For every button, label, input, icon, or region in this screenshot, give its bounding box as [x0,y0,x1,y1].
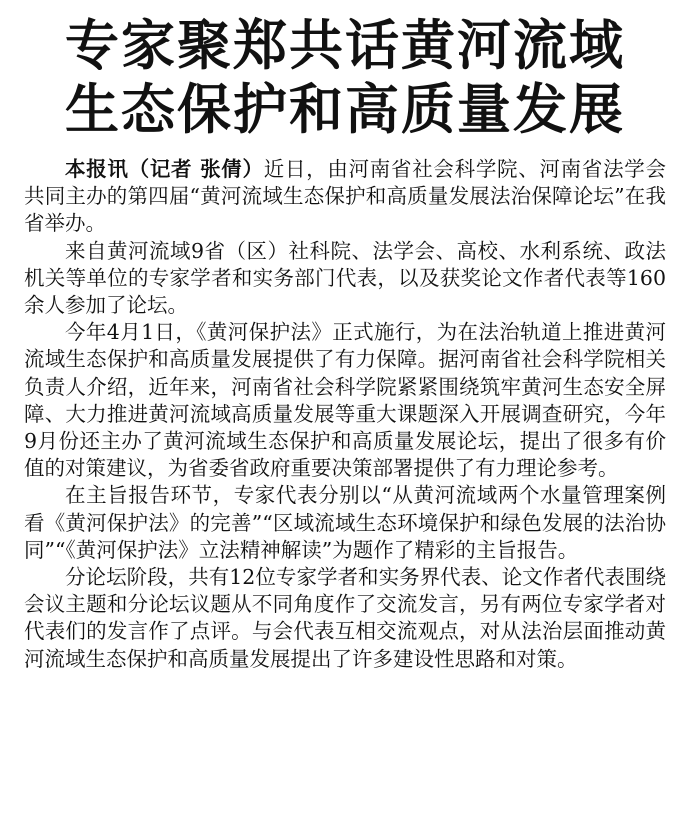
paragraph-2: 来自黄河流域9省（区）社科院、法学会、高校、水利系统、政法机关等单位的专家学者和实务部门代表，以及获奖论文作者代表等160余人参加了论坛。 [24,238,666,318]
article-body [24,156,666,673]
headline-line-1: 专家聚郑共话黄河流域 [65,14,625,77]
headline-line-2: 生态保护和高质量发展 [65,78,625,141]
byline: 本报讯（记者 张倩） [65,157,264,181]
paragraph-1-text: 近日，由河南省社会科学院、河南省法学会共同主办的第四届“黄河流域生态保护和高质量发展法治保障论坛”在我省举办。 [24,157,666,236]
paragraph-3: 今年4月1日，《黄河保护法》正式施行，为在法治轨道上推进黄河流域生态保护和高质量发展提供了有力保障。据河南省社会科学院相关负责人介绍，近年来，河南省社会科学院紧紧围绕筑牢黄河生态安全屏障、大力推进黄河流域高质量发展等重大课题深入开展调查研究，今年9月份还主办了黄河流域生态保护和高质量发展论坛，提出了很多有价值的对策建议，为省委省政府重要决策部署提供了有力理论参考。 [24,320,666,481]
paragraph-5: 分论坛阶段，共有12位专家学者和实务界代表、论文作者代表围绕会议主题和分论坛议题从不同角度作了交流发言，另有两位专家学者对代表们的发言作了点评。与会代表互相交流观点，对从法治层面推动黄河流域生态保护和高质量发展提出了许多建设性思路和对策。 [24,565,666,671]
paragraph-4: 在主旨报告环节，专家代表分别以“从黄河流域两个水量管理案例看《黄河保护法》的完善”“区域流域生态环境保护和绿色发展的法治协同”“《黄河保护法》立法精神解读”为题作了精彩的主旨报告。 [24,483,666,562]
paragraph-1 [24,156,666,238]
article-headline [24,14,666,142]
